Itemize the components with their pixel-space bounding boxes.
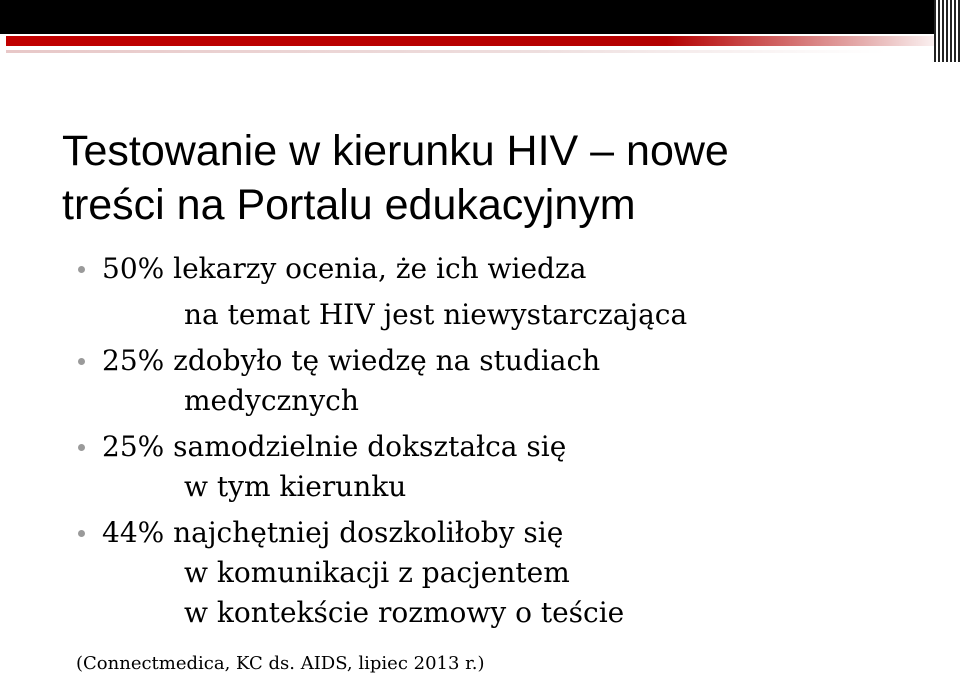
bullet-dot-icon: [78, 530, 85, 537]
bullet-text: 25% zdobyło tę wiedzę na studiach: [102, 344, 601, 377]
bullet-item: [78, 424, 938, 510]
accent-red-strip: [6, 36, 950, 46]
source-citation: (Connectmedica, KC ds. AIDS, lipiec 2013 r.): [76, 653, 485, 674]
accent-faint-strip: [6, 50, 886, 53]
bullet-text-continued: w kontekście rozmowy o teście: [184, 596, 625, 629]
bullet-dot-icon: [78, 444, 85, 451]
bullet-text-continued: w tym kierunku: [184, 470, 407, 503]
bullet-item: [78, 510, 938, 636]
header-bar: [0, 0, 960, 34]
bullet-item: [78, 246, 938, 338]
bullet-text-continued: na temat HIV jest niewystarczająca: [184, 298, 688, 331]
bullet-item: [78, 338, 938, 424]
bullet-text: 44% najchętniej doszkoliłoby się: [102, 516, 564, 549]
bullet-text: 50% lekarzy ocenia, że ich wiedza: [102, 252, 587, 285]
slide-title: [62, 124, 922, 232]
bullet-text-continued: w komunikacji z pacjentem: [184, 556, 570, 589]
bullet-text: 25% samodzielnie dokształca się: [102, 430, 567, 463]
title-line-2: treści na Portalu edukacyjnym: [62, 181, 636, 229]
title-line-1: Testowanie w kierunku HIV – nowe: [62, 127, 729, 175]
bullet-dot-icon: [78, 358, 85, 365]
edge-decoration: [934, 0, 960, 62]
bullet-text-continued: medycznych: [184, 384, 359, 417]
bullet-list: [78, 246, 938, 636]
bullet-dot-icon: [78, 266, 85, 273]
